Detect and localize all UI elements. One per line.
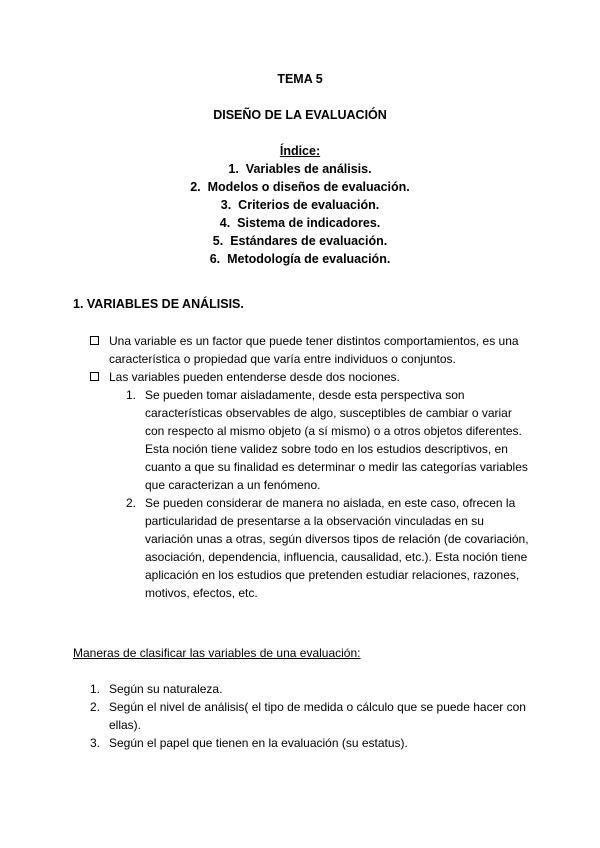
- table-of-contents: [0, 142, 600, 268]
- index-item: 2. Modelos o diseños de evaluación.: [190, 180, 410, 194]
- notions-list: [109, 386, 530, 602]
- item-number: 1.: [90, 682, 101, 696]
- numbered-item: [90, 734, 530, 752]
- item-text: Según su naturaleza.: [109, 682, 223, 696]
- index-item: 4. Sistema de indicadores.: [219, 216, 381, 230]
- list-item: [90, 368, 530, 602]
- item-text: Según el papel que tienen en la evaluación (su estatus).: [109, 736, 408, 750]
- item-number: 2.: [126, 496, 137, 510]
- index-item: 5. Estándares de evaluación.: [212, 234, 388, 248]
- checkbox-bullet-icon: [90, 336, 99, 345]
- numbered-item: [90, 698, 530, 734]
- page-title: DISEÑO DE LA EVALUACIÓN: [213, 108, 387, 122]
- index-item: 1. Variables de análisis.: [228, 162, 372, 176]
- section-heading: 1. VARIABLES DE ANÁLISIS.: [73, 297, 244, 311]
- numbered-item: [90, 680, 530, 698]
- item-number: 2.: [90, 700, 101, 714]
- numbered-item: [109, 386, 530, 494]
- subsection-heading: Maneras de clasificar las variables de una evaluación:: [73, 646, 361, 660]
- index-item: 6. Metodología de evaluación.: [209, 252, 391, 266]
- item-text: Se pueden considerar de manera no aislada, en este caso, ofrecen la particularidad de presentarse a la observación vinculadas en su variación unas a otras, según diversos tipos de relación (de covariación, asociación, dependencia, influencia, causalidad, etc.). Esta noción tiene aplicación en los estudios que pretenden estudiar relaciones, razones, motivos, efectos, etc.: [145, 496, 529, 600]
- index-title: Índice:: [279, 144, 321, 158]
- bullet-text: Una variable es un factor que puede tener distintos comportamientos, es una característica o propiedad que varía entre individuos o conjuntos.: [109, 334, 519, 366]
- topic-label: TEMA 5: [277, 72, 323, 86]
- index-item: 3. Criterios de evaluación.: [220, 198, 380, 212]
- item-number: 1.: [126, 388, 137, 402]
- classification-list: [90, 680, 530, 752]
- index-list: [0, 160, 600, 268]
- item-text: Se pueden tomar aisladamente, desde esta perspectiva son características observables de algo, susceptibles de cambiar o variar con respecto al mismo objeto (a sí mismo) o a otros objetos diferentes. Esta noción tiene validez sobre todo en los estudios descriptivos, en cuanto a que su finalidad es determinar o medir las categorías variables que caracterizan a un fenómeno.: [145, 388, 528, 492]
- bullet-text: Las variables pueden entenderse desde dos nociones.: [109, 370, 400, 384]
- item-text: Según el nivel de análisis( el tipo de medida o cálculo que se puede hacer con ellas).: [109, 700, 526, 732]
- numbered-item: [109, 494, 530, 602]
- bullet-list: [90, 332, 530, 602]
- list-item: [90, 332, 530, 368]
- checkbox-bullet-icon: [90, 372, 99, 381]
- item-number: 3.: [90, 736, 101, 750]
